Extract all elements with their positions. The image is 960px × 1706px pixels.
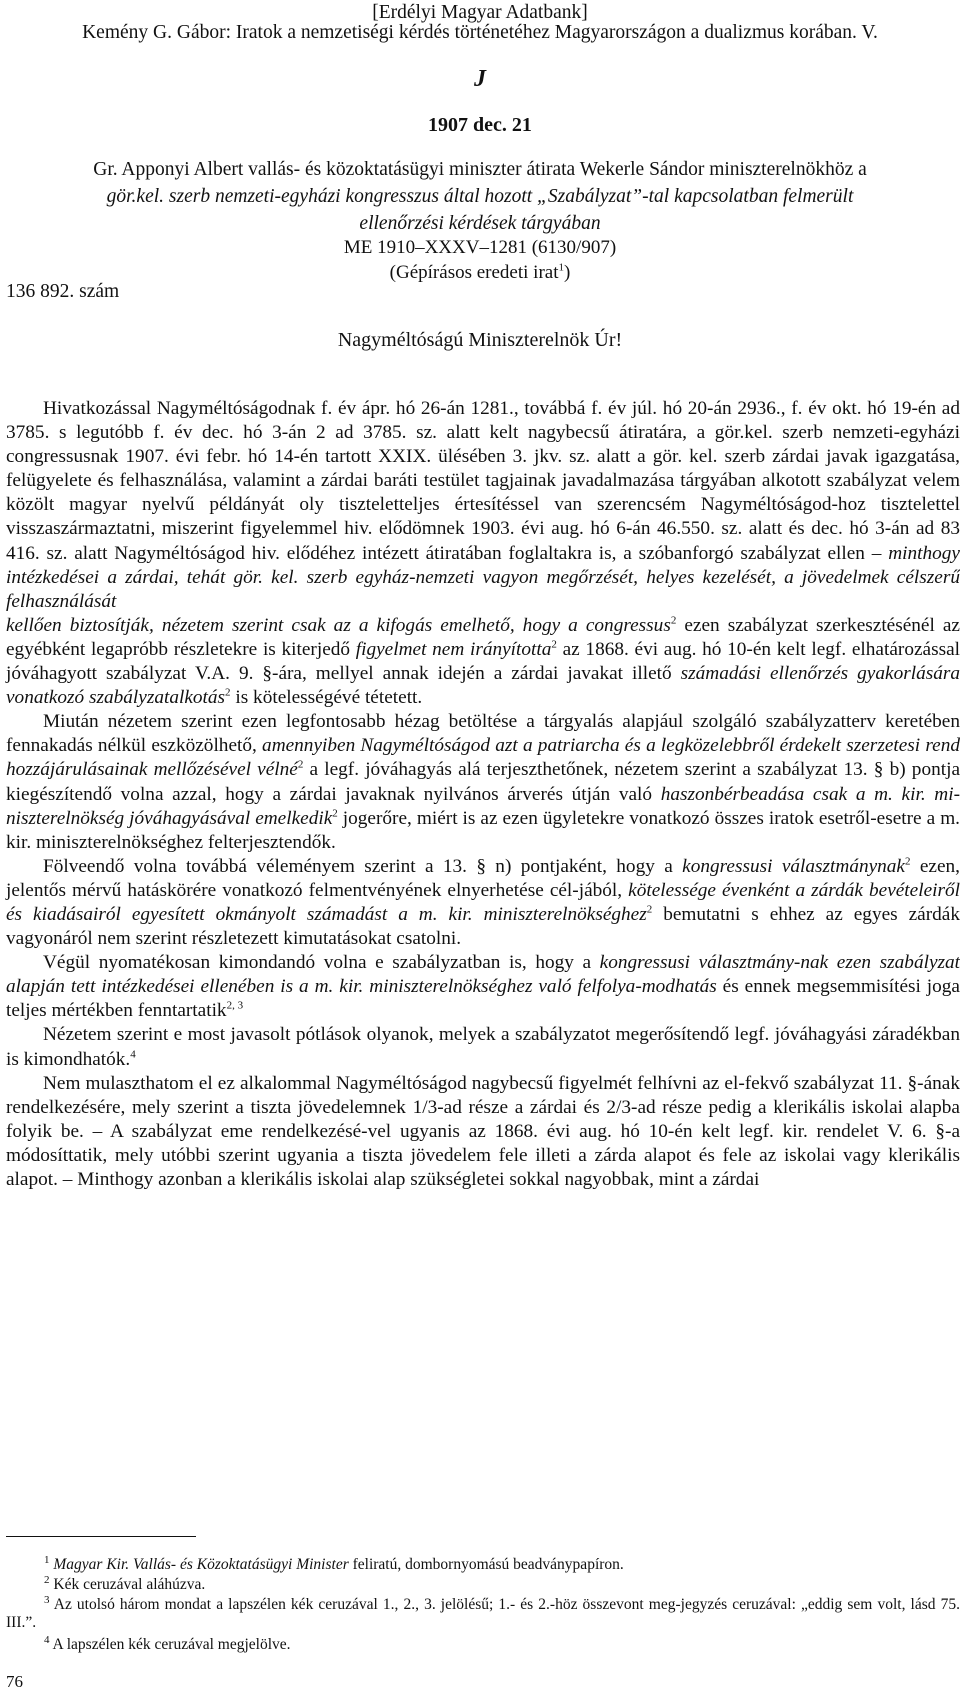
- paragraph-5: Nézetem szerint e most javasolt pótlások olyanok, melyek a szabályzatot megerősítendő legf. jóváhagyási záradékban is kimondhatók.$^4$: [6, 1024, 960, 1070]
- doc-number: 136 892. szám: [6, 281, 120, 302]
- paragraph-6: Nem mulaszthatom el ez alkalommal Nagyméltóságod nagybecsű figyelmét felhívni az el-fekvő szabályzat 11. §-ának rendelkezésére, mely szerint a tiszta jövedelemnek 1/3-ad része a zárdai és 2/3-ad része pedig a klerikális iskolai alapba folyik be. – A szabályzat eme rendelkezésé-vel ugyanis az 1868. évi aug. hó 10-én kelt legf. kir. rendelet V. 6. §-a módosíttatik, mely utóbbi szerint ugyania a tiszta jövedelem fele illeti a zárda alapot és fele az iskolai vagy klerikális alapot. – Minthogy azonban a klerikális iskolai alap szükségletei sokkal nagyobbak, mint a zárdai: [6, 1072, 960, 1190]
- doc-title-line1: Gr. Apponyi Albert vallás- és közoktatásügyi miniszter átirata Wekerle Sándor miniszterelnökhöz a: [93, 159, 867, 180]
- doc-letter: J: [474, 66, 486, 92]
- paragraph-1: Hivatkozással Nagyméltóságodnak f. év ápr. hó 26-án 1281., továbbá f. év júl. hó 20-án 2936., f. év okt. hó 19-én ad 3785. s legutóbb f. év dec. hó 3-án 2 ad 3785. sz. alatt kelt nagybecsű átiratára, a gör.kel. szerb nemzeti-egyházi congressusnak 1907. évi febr. hó 14-én tartott XXIX. ülésében 3. jkv. sz. alatt a gör. kel. szerb zárdai javak igazgatása, felügyelete és felhasználása, valamint a zárdai baráti testület tagjainak javadalmazása tárgyában alkotott szabályzat velem közölt magyar nyelvű példányát oly tiszteletteljes értesítéssel van szerencsém Nagyméltóságod-hoz tisztelettel visszaszármaztatni, miszerint figyelemmel hiv. elődömnek 1903. évi aug. hó 6-án 46.550. sz. alatt és dec. hó 3-án ad 83 416. sz. alatt Nagyméltóságod hiv. elődéhez intézett átiratában foglaltakra is, a szóbanforgó szabályzat ellen – minthogy intézkedései a zárdai, tehát gör. kel. szerb egyház-nemzeti vagyon megőrzését, helyes kezelését, a jövedelmek célszerű felhasználását kellően biztosítják, nézetem szerint csak az a kifogás emelhető, hogy a congressus$^2$ ezen szabályzat szerkesztésénél az egyébként legapróbb részletekre is kiterjedő figyelmet nem irányította$^2$ az 1868. évi aug. hó 10-én kelt legf. elhatározással jóváhagyott szabályzat V.A. 9. §-ára, mellyel annak idején a zárdai javakat illető számadási ellenőrzés gyakorlására vonatkozó szabályzatalkotás$^2$ is kötelességévé tétetett.: [6, 398, 960, 709]
- citation-header: Kemény G. Gábor: Iratok a nemzetiségi kérdés történetéhez Magyarországon a dualizmus korában. V.: [82, 22, 878, 43]
- footnote-1: $^1$ Magyar Kir. Vallás- és Közoktatásügyi Minister feliratú, dombornyomású beadványpapíron.: [44, 1553, 624, 1573]
- footnote-2: $^2$ Kék ceruzával aláhúzva.: [44, 1573, 206, 1593]
- footnote-divider: [6, 1536, 196, 1537]
- page-number: 76: [6, 1672, 23, 1691]
- original-note: (Gépírásos eredeti irat$^1$): [389, 261, 571, 283]
- letter-body: [6, 397, 960, 1192]
- footnote-3: $^3$ Az utolsó három mondat a lapszélen kék ceruzával 1., 2., 3. jelölésű; 1.- és 2.-höz összevont meg-jegyzés ceruzával: „eddig sem volt, lásd 75. III.”.: [6, 1593, 960, 1631]
- archive-reference: ME 1910–XXXV–1281 (6130/907): [343, 237, 617, 258]
- footnote-ref: 1: [558, 261, 564, 274]
- doc-title-line3: ellenőrzési kérdések tárgyában: [359, 213, 601, 234]
- footnote-4: $^4$ A lapszélen kék ceruzával megjelölve.: [44, 1633, 291, 1653]
- doc-date: 1907 dec. 21: [428, 114, 532, 136]
- paragraph-2: Miután nézetem szerint ezen legfontosabb hézag betöltése a tárgyalás alapjául szolgáló szabályzatterv keretében fennakadás nélkül eszközölhető, amennyiben Nagyméltóságod azt a patriarcha és a legközelebbről érdekelt szerzetesi rend hozzájárulásainak mellőzésével vélné$^2$ a legf. jóváhagyás alá terjeszthetőnek, nézetem szerint a szabályzat 13. § b) pontja kiegészítendő volna azzal, hogy a zárdai javaknak nyilvános árverés útján való haszonbérbeadása csak a m. kir. mi-niszterelnökség jóváhagyásával emelkedik$^2$ jogerőre, miért is az ezen ügyletekre vonatkozó összes iratok esetről-esetre a m. kir. miniszterelnökséghez felterjesztendők.: [6, 711, 960, 853]
- source-header: [Erdélyi Magyar Adatbank]: [372, 2, 588, 23]
- doc-title-line2: gör.kel. szerb nemzeti-egyházi kongresszus által hozott „Szabályzat”-tal kapcsolatban felmerült: [106, 186, 854, 207]
- salutation: Nagyméltóságú Miniszterelnök Úr!: [337, 329, 623, 351]
- paragraph-4: Végül nyomatékosan kimondandó volna e szabályzatban is, hogy a kongressusi választmány-nak ezen szabályzat alapján tett intézkedései ellenében is a m. kir. miniszterelnökséghez való felfolya-modhatás és ennek megsemmisítési joga teljes mértékben fenntartatik$^{2, 3}$: [6, 952, 960, 1022]
- paragraph-3: Fölveendő volna továbbá véleményem szerint a 13. § n) pontjaként, hogy a kongressusi választmánynak$^2$ ezen, jelentős mérvű hatáskörére vonatkozó felmentvényének elnyerhetése cél-jából, kötelessége évenként a zárdák bevételeiről és kiadásairól egyesített okmányolt számadást a m. kir. miniszterelnökséghez$^2$ bemutatni s ehhez az egyes zárdák vagyonáról nem szerint részletezett kimutatásokat csatolni.: [6, 855, 960, 950]
